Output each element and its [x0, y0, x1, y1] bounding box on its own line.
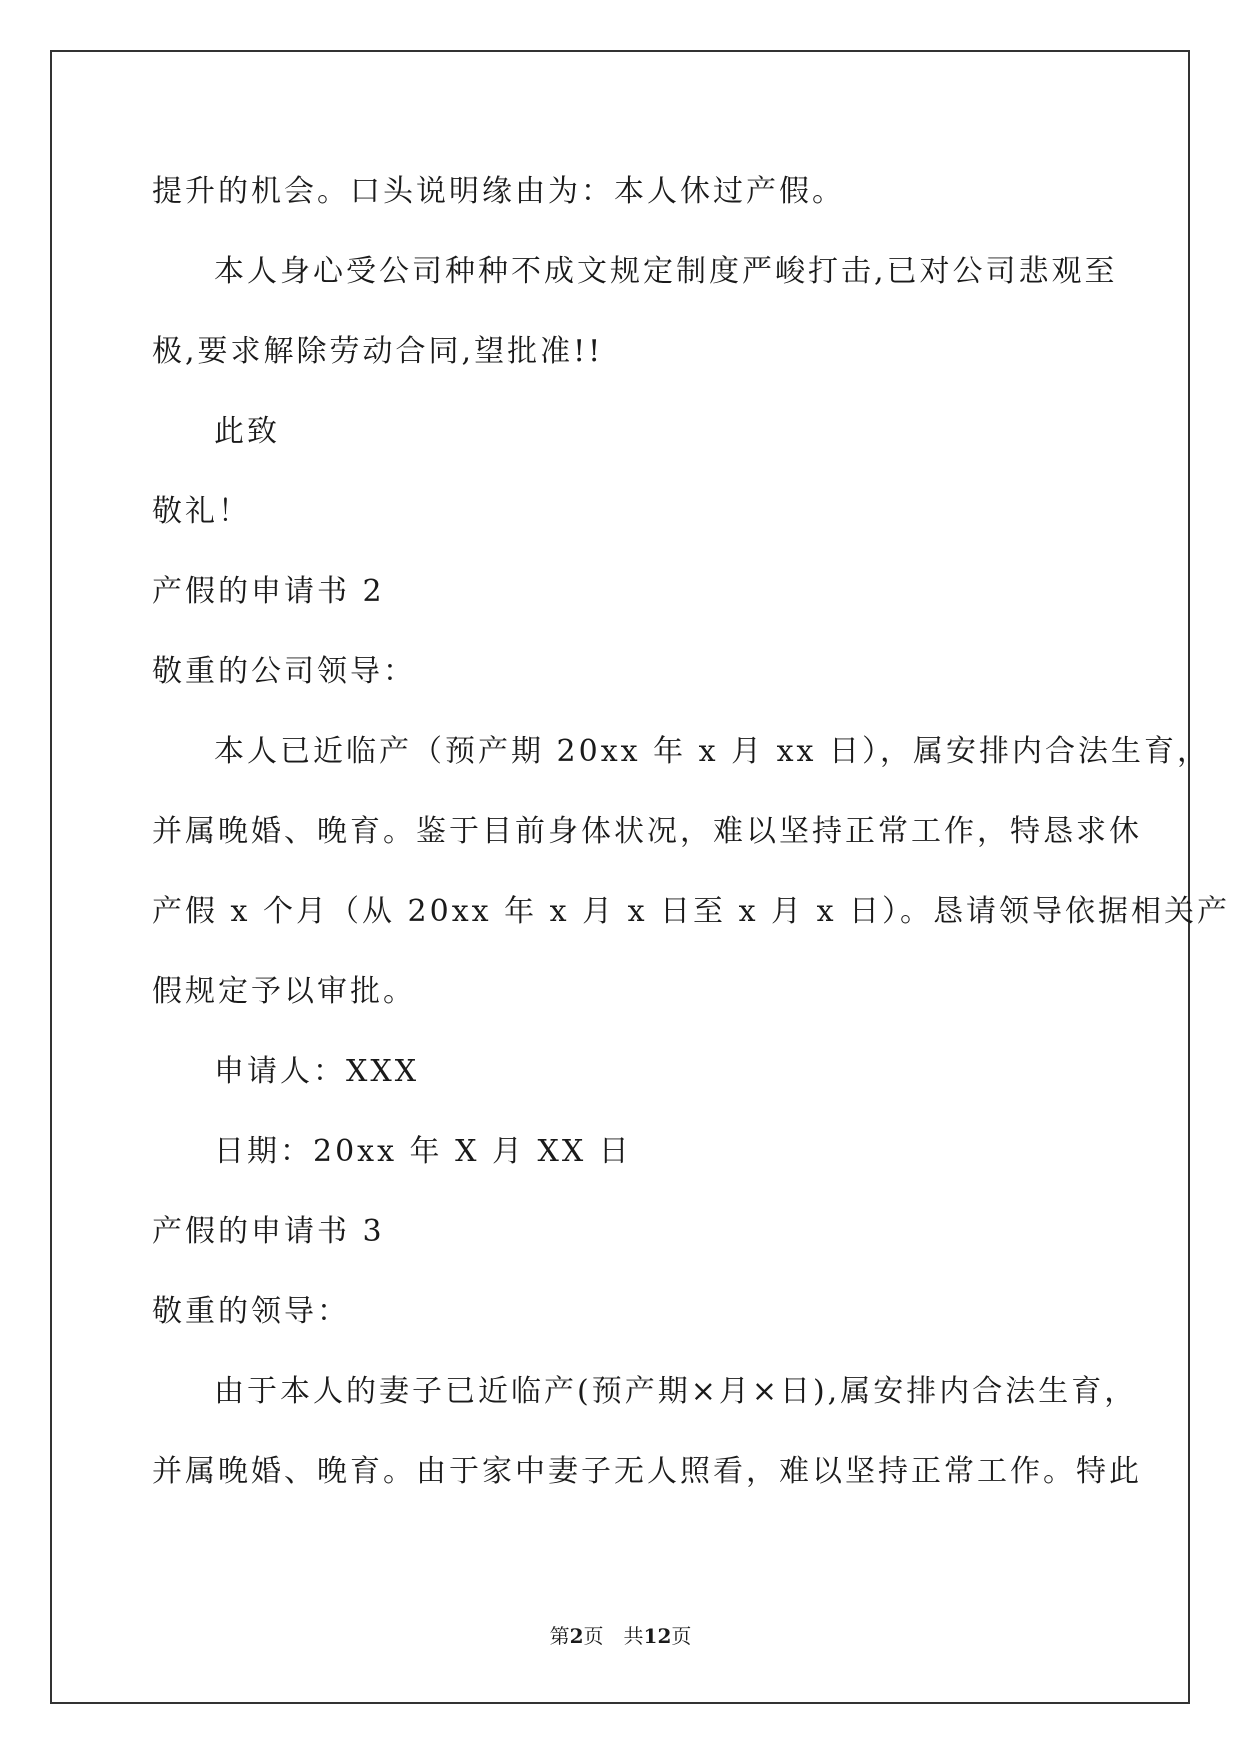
text-line: 假规定予以审批。 — [152, 974, 416, 1009]
footer-suffix: 页 — [671, 1624, 692, 1648]
text-line: 由于本人的妻子已近临产(预产期×月×日),属安排内合法生育， — [214, 1374, 1138, 1409]
total-pages-number: 12 — [643, 1624, 672, 1648]
text-line: 并属晚婚、晚育。由于家中妻子无人照看，难以坚持正常工作。特此 — [152, 1454, 1142, 1489]
text-line: 产假 x 个月（从 20xx 年 x 月 x 日至 x 月 x 日）。恳请领导依据相关产 — [152, 894, 1231, 929]
text-line: 本人身心受公司种种不成文规定制度严峻打击,已对公司悲观至 — [214, 254, 1118, 289]
applicant-line: 申请人：XXX — [214, 1054, 420, 1089]
section-heading: 产假的申请书 2 — [152, 574, 385, 609]
text-line: 提升的机会。口头说明缘由为：本人休过产假。 — [152, 174, 845, 209]
greeting: 敬重的领导： — [152, 1294, 350, 1329]
text-line: 极,要求解除劳动合同,望批准!! — [152, 334, 604, 369]
footer-middle: 页 共 — [583, 1624, 644, 1648]
greeting: 敬重的公司领导： — [152, 654, 416, 689]
text-line: 本人已近临产（预产期 20xx 年 x 月 xx 日），属安排内合法生育， — [214, 734, 1210, 769]
current-page-number: 2 — [569, 1624, 584, 1648]
text-line: 并属晚婚、晚育。鉴于目前身体状况，难以坚持正常工作，特恳求休 — [152, 814, 1142, 849]
section-heading: 产假的申请书 3 — [152, 1214, 385, 1249]
footer-prefix: 第 — [549, 1624, 570, 1648]
page-footer — [0, 1622, 1241, 1650]
closing-regards: 敬礼！ — [152, 494, 251, 529]
closing-salutation: 此致 — [214, 414, 280, 449]
date-line: 日期：20xx 年 X 月 XX 日 — [214, 1134, 632, 1169]
